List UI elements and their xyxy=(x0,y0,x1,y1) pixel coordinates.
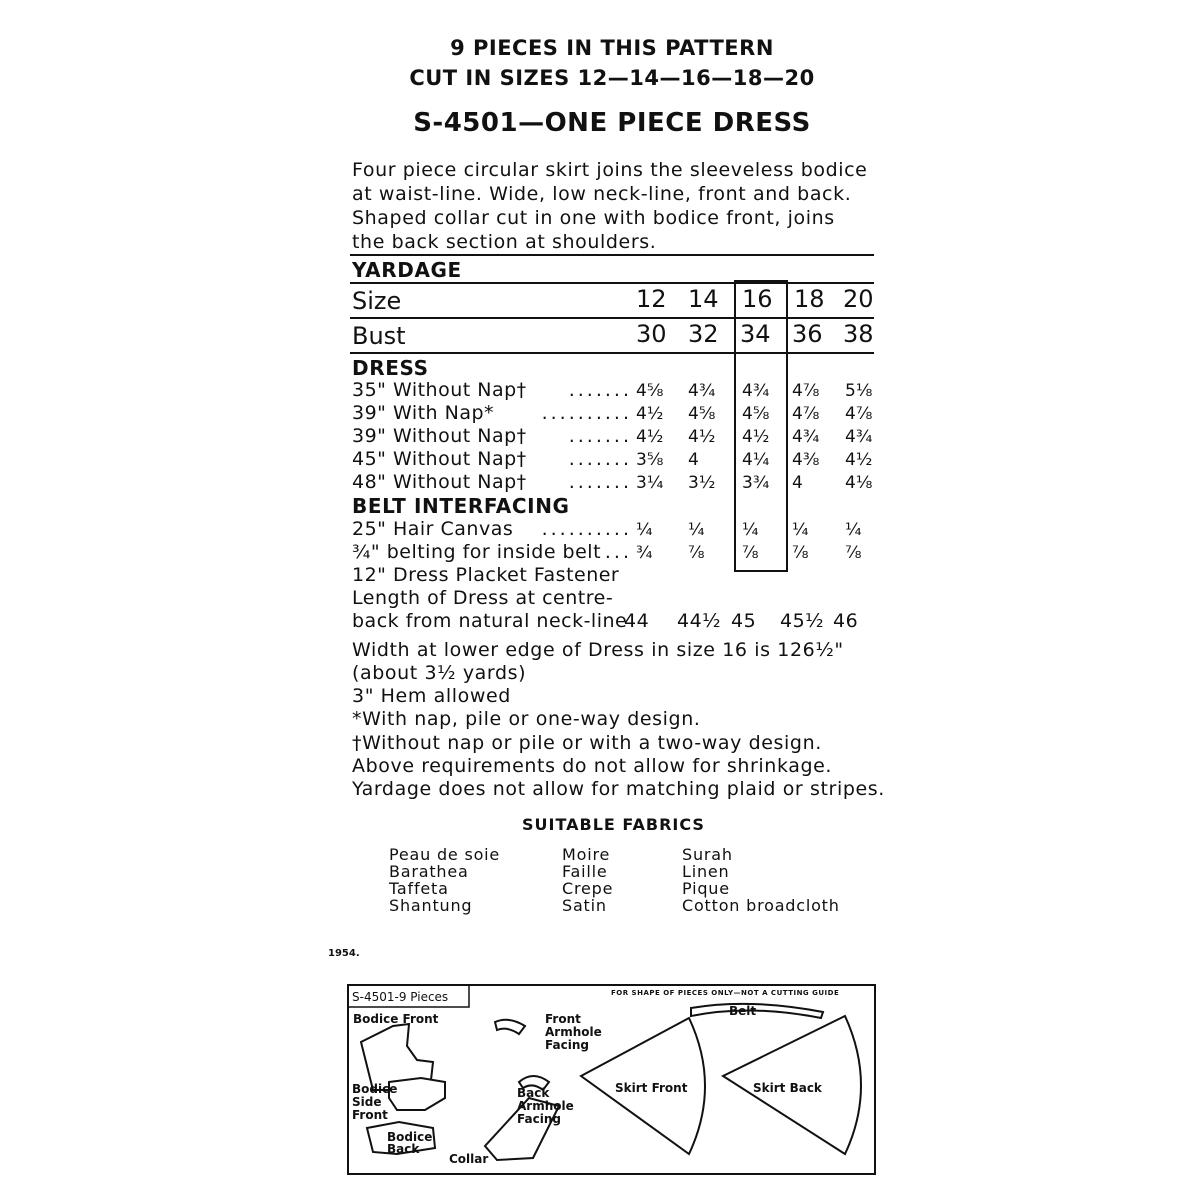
leader-dots: .......... xyxy=(541,402,632,424)
yardage-value: ⅞ xyxy=(792,543,809,563)
yardage-value: 4⅞ xyxy=(792,404,820,424)
length-value: 44 xyxy=(624,610,650,632)
pattern-title: S-4501—ONE PIECE DRESS xyxy=(413,108,811,138)
yardage-value: 3⅝ xyxy=(636,450,664,470)
description-line: at waist-line. Wide, low neck-line, front and back. xyxy=(352,183,852,205)
yardage-value: 3½ xyxy=(688,473,716,493)
yardage-value: 4⅝ xyxy=(636,381,664,401)
yardage-value: 4½ xyxy=(688,427,716,447)
note-line: †Without nap or pile or with a two-way design. xyxy=(352,732,822,754)
yardage-value: ¼ xyxy=(742,520,759,540)
yardage-value: ¼ xyxy=(688,520,705,540)
yardage-value: ⅞ xyxy=(845,543,862,563)
description-line: the back section at shoulders. xyxy=(352,231,657,253)
yardage-row-label: 25" Hair Canvas xyxy=(352,518,514,540)
leader-dots: ....... xyxy=(568,471,632,493)
yardage-value: 4⅜ xyxy=(792,450,820,470)
fabric-item: Shantung xyxy=(389,896,473,915)
yardage-value: 4¾ xyxy=(845,427,873,447)
placket-line: 12" Dress Placket Fastener xyxy=(352,564,620,586)
pieces-count-heading: 9 PIECES IN THIS PATTERN xyxy=(450,36,774,60)
belt-piece xyxy=(691,1004,823,1018)
yardage-value: 4 xyxy=(688,450,699,470)
yardage-value: 4⅛ xyxy=(845,473,873,493)
divider xyxy=(350,254,874,256)
yardage-row-label: 35" Without Nap† xyxy=(352,379,527,401)
length-value: 46 xyxy=(833,610,859,632)
yardage-value: 4½ xyxy=(845,450,873,470)
yardage-row-label: 45" Without Nap† xyxy=(352,448,527,470)
pattern-pieces-diagram xyxy=(347,984,876,1175)
yardage-row-label: 39" Without Nap† xyxy=(352,425,527,447)
suitable-fabrics-heading: SUITABLE FABRICS xyxy=(522,815,705,834)
bust-label: Bust xyxy=(352,322,406,350)
bodice-back-label: Bodice xyxy=(387,1130,433,1144)
bust-value: 38 xyxy=(843,320,874,348)
bodice-side-label: Bodice xyxy=(352,1082,398,1096)
fabric-item: Peau de soie xyxy=(389,845,501,864)
fabric-item: Linen xyxy=(682,862,730,881)
divider xyxy=(350,352,874,354)
front-armhole-facing-piece xyxy=(495,1020,525,1034)
yardage-value: 4½ xyxy=(636,427,664,447)
yardage-value: 5⅛ xyxy=(845,381,873,401)
yardage-value: ¼ xyxy=(636,520,653,540)
bodice-back-label: Back xyxy=(387,1142,420,1156)
diagram-note: FOR SHAPE OF PIECES ONLY—NOT A CUTTING GUIDE xyxy=(611,989,840,997)
year-mark: 1954. xyxy=(328,948,360,959)
fabric-item: Barathea xyxy=(389,862,469,881)
bust-value: 32 xyxy=(688,320,719,348)
size-value: 16 xyxy=(742,285,773,313)
yardage-value: 4⅞ xyxy=(845,404,873,424)
bodice-side-label: Side xyxy=(352,1095,382,1109)
size-value: 18 xyxy=(794,285,825,313)
divider xyxy=(350,317,874,319)
sizes-heading: CUT IN SIZES 12—14—16—18—20 xyxy=(409,66,815,90)
fabric-item: Crepe xyxy=(562,879,614,898)
bust-value: 34 xyxy=(740,320,771,348)
leader-dots: ....... xyxy=(568,425,632,447)
yardage-value: ¾ xyxy=(636,543,653,563)
skirt-back-label: Skirt Back xyxy=(753,1081,822,1095)
yardage-value: ⅞ xyxy=(742,543,759,563)
yardage-value: ⅞ xyxy=(688,543,705,563)
leader-dots: ....... xyxy=(568,448,632,470)
collar-label: Collar xyxy=(449,1152,489,1166)
yardage-value: 4½ xyxy=(742,427,770,447)
leader-dots: ....... xyxy=(568,379,632,401)
dress-heading: DRESS xyxy=(352,356,429,380)
length-line: Length of Dress at centre- xyxy=(352,587,614,609)
front-armhole-label: Front xyxy=(545,1012,581,1026)
yardage-value: 4¾ xyxy=(688,381,716,401)
skirt-front-label: Skirt Front xyxy=(615,1081,688,1095)
yardage-value: 3¾ xyxy=(742,473,770,493)
length-value: 44½ xyxy=(677,610,722,632)
back-armhole-label: Back xyxy=(517,1086,550,1100)
back-armhole-label: Armhole xyxy=(517,1099,574,1113)
length-line: back from natural neck-line xyxy=(352,610,628,632)
description-line: Four piece circular skirt joins the sleeveless bodice xyxy=(352,159,868,181)
yardage-value: 3¼ xyxy=(636,473,664,493)
yardage-value: 4⅝ xyxy=(742,404,770,424)
belt-interfacing-heading: BELT INTERFACING xyxy=(352,494,570,518)
yardage-heading: YARDAGE xyxy=(352,258,462,282)
front-armhole-label: Facing xyxy=(545,1038,589,1052)
note-line: *With nap, pile or one-way design. xyxy=(352,708,701,730)
note-line: Above requirements do not allow for shrinkage. xyxy=(352,755,833,777)
length-value: 45½ xyxy=(780,610,825,632)
yardage-value: 4¼ xyxy=(742,450,770,470)
leader-dots: ... xyxy=(604,541,632,563)
size-label: Size xyxy=(352,287,402,315)
yardage-row-label: ¾" belting for inside belt xyxy=(352,541,602,563)
bust-value: 36 xyxy=(792,320,823,348)
leader-dots: .......... xyxy=(541,518,632,540)
description-line: Shaped collar cut in one with bodice front, joins xyxy=(352,207,835,229)
size-value: 20 xyxy=(843,285,874,313)
size-value: 12 xyxy=(636,285,667,313)
yardage-value: 4½ xyxy=(636,404,664,424)
bust-value: 30 xyxy=(636,320,667,348)
fabric-item: Cotton broadcloth xyxy=(682,896,840,915)
note-line: 3" Hem allowed xyxy=(352,685,511,707)
yardage-value: ¼ xyxy=(845,520,862,540)
note-line: Yardage does not allow for matching plaid or stripes. xyxy=(352,778,885,800)
note-line: Width at lower edge of Dress in size 16 is 126½" xyxy=(352,639,844,661)
yardage-value: 4⅞ xyxy=(792,381,820,401)
note-line: (about 3½ yards) xyxy=(352,662,527,684)
fabric-item: Faille xyxy=(562,862,608,881)
yardage-value: 4 xyxy=(792,473,803,493)
fabric-item: Pique xyxy=(682,879,730,898)
yardage-value: ¼ xyxy=(792,520,809,540)
yardage-value: 4¾ xyxy=(792,427,820,447)
fabric-item: Surah xyxy=(682,845,733,864)
yardage-value: 4¾ xyxy=(742,381,770,401)
back-armhole-label: Facing xyxy=(517,1112,561,1126)
front-armhole-label: Armhole xyxy=(545,1025,602,1039)
length-value: 45 xyxy=(731,610,757,632)
fabric-item: Moire xyxy=(562,845,611,864)
fabric-item: Taffeta xyxy=(389,879,449,898)
bodice-side-label: Front xyxy=(352,1108,388,1122)
yardage-row-label: 48" Without Nap† xyxy=(352,471,527,493)
size-value: 14 xyxy=(688,285,719,313)
yardage-value: 4⅝ xyxy=(688,404,716,424)
fabric-item: Satin xyxy=(562,896,607,915)
bodice-side-front-piece xyxy=(389,1078,445,1110)
divider xyxy=(350,282,874,284)
belt-label: Belt xyxy=(729,1004,757,1018)
yardage-row-label: 39" With Nap* xyxy=(352,402,495,424)
bodice-front-label: Bodice Front xyxy=(353,1012,439,1026)
diagram-label: S-4501-9 Pieces xyxy=(352,990,449,1004)
